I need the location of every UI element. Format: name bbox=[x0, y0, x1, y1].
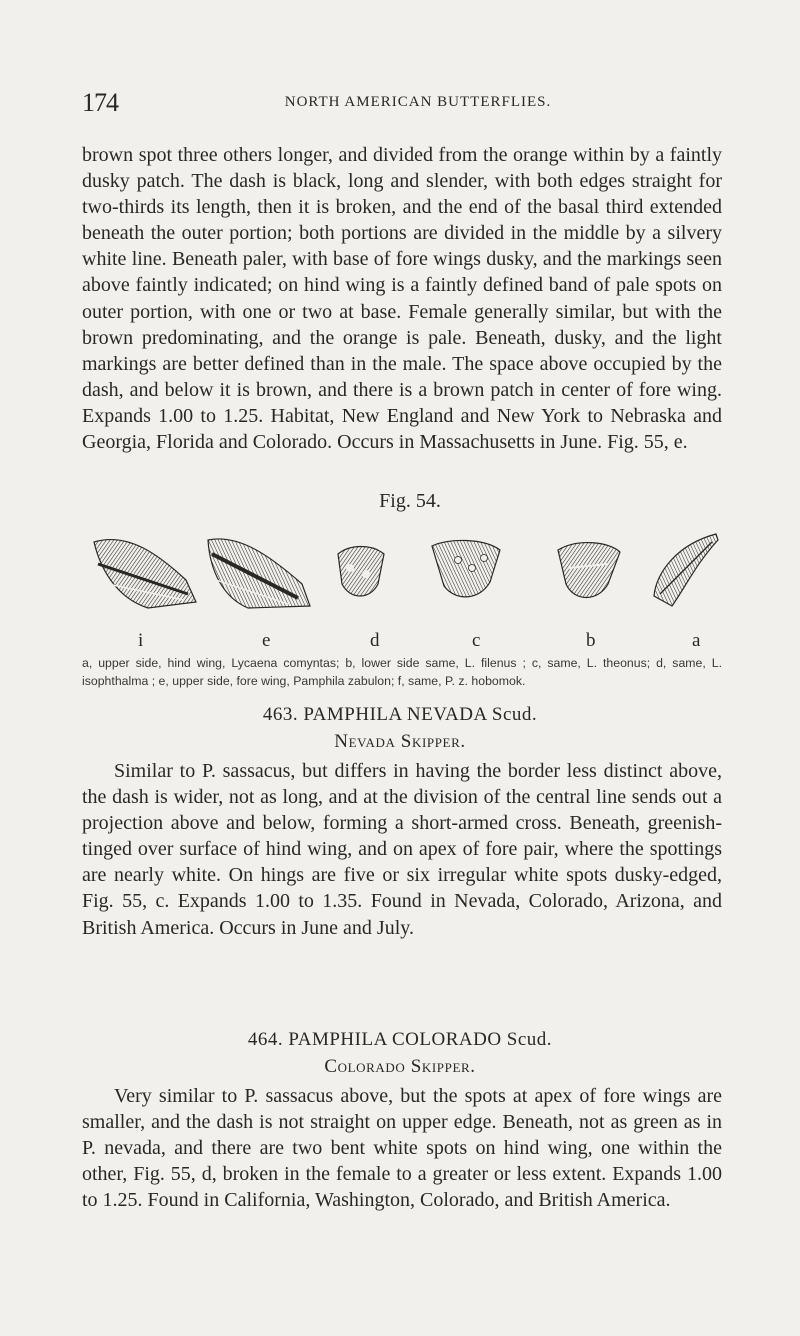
common-name-nevada: Nevada Skipper. bbox=[334, 731, 466, 752]
figure-letter: a bbox=[692, 630, 701, 651]
paragraph-colorado-description: Very similar to P. sassacus above, but the spots at apex of fore wings are smaller, and the dash is not straight on upper edge. Beneath, not as green as in P. nevada, and there are two bent white spots on hind wing, one within the other, Fig. 55, d, broken in the female to a greater or less extent. Expands 1.00 to 1.25. Found in California, Washington, Colorado, and British America. bbox=[82, 1085, 722, 1212]
species-heading-colorado: 464. PAMPHILA COLORADO Scud. bbox=[247, 1029, 553, 1050]
figure-wing-engravings bbox=[88, 524, 722, 626]
wing-figure-f bbox=[94, 540, 196, 608]
common-name-colorado: Colorado Skipper. bbox=[324, 1056, 476, 1077]
figure-letter: i bbox=[138, 630, 144, 651]
figure-letter: d bbox=[370, 630, 380, 651]
wing-figure-e bbox=[208, 539, 310, 608]
wing-figure-b bbox=[558, 543, 620, 598]
paragraph-zabulon-description: brown spot three others longer, and divided from the orange within by a faintly dusky patch. The dash is black, long and slender, with both edges straight for two-thirds its length, then it is broken, and the end of the basal third extended beneath the outer portion; both portions are divided in the middle by a silvery white line. Beneath paler, with base of fore wings dusky, and the markings seen above faintly indicated; on hind wing is a faintly defined band of pale spots on outer portion, with one or two at base. Female generally similar, but with the brown predominating, and the orange is pale. Beneath, dusky, and the light markings are better defined than in the male. The space above occupied by the dash, and below it is brown, and there is a brown patch in center of fore wing. Expands 1.00 to 1.25. Habitat, New England and New York to Nebraska and Georgia, Florida and Colorado. Occurs in Massachusetts in June. Fig. 55, e. bbox=[82, 144, 722, 454]
running-title: NORTH AMERICAN BUTTERFLIES. bbox=[284, 94, 552, 110]
figure-letters bbox=[88, 630, 722, 654]
figure-letter: e bbox=[262, 630, 271, 651]
figure-caption: a, upper side, hind wing, Lycaena comyntas; b, lower side same, L. filenus ; c, same, L. theonus; d, same, L. isophthalma ; e, upper side, fore wing, Pamphila zabulon; f, same, P. z. hobomok. bbox=[82, 656, 722, 688]
wing-figure-a bbox=[654, 534, 718, 606]
wing-figure-d bbox=[338, 547, 384, 597]
wing-figure-c bbox=[432, 540, 500, 596]
figure-letter: c bbox=[472, 630, 481, 651]
page-number: 174 bbox=[82, 88, 118, 117]
running-head bbox=[78, 88, 718, 118]
figure-letter: b bbox=[586, 630, 596, 651]
paragraph-nevada-description: Similar to P. sassacus, but differs in having the border less distinct above, the dash is wider, not as long, and at the division of the central line sends out a projection above and below, forming a short-armed cross. Beneath, greenish-tinged over surface of hind wing, and on apex of fore pair, where the spottings are nearly white. On hings are five or six irregular white spots dusky-edged, Fig. 55, c. Expands 1.00 to 1.35. Found in Nevada, Colorado, Arizona, and British America. Occurs in June and July. bbox=[82, 760, 722, 939]
figure-title: Fig. 54. bbox=[379, 490, 441, 512]
species-heading-nevada: 463. PAMPHILA NEVADA Scud. bbox=[262, 704, 538, 725]
